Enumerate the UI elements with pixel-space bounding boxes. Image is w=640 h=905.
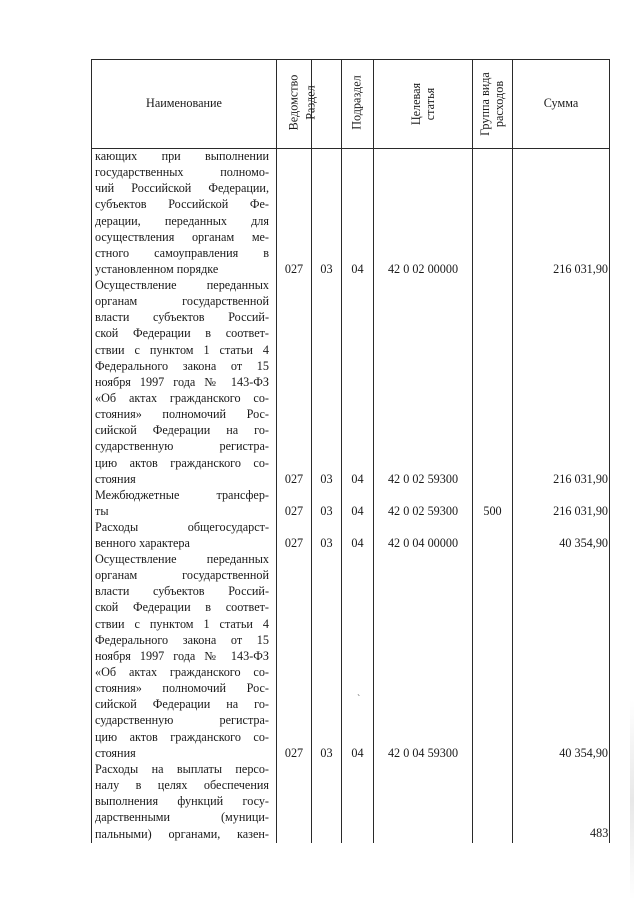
row-4-line-12: стояния (95, 745, 136, 760)
row-4-ministry: 027 (284, 746, 304, 760)
row-1-line-9: сийской Федерации на го- (95, 423, 269, 438)
row-1-line-4: ствии с пунктом 1 статьи 4 (95, 342, 269, 357)
row-3-line-1: венного характера (95, 536, 190, 551)
row-2-name (95, 487, 269, 519)
row-2-line-1: ты (95, 504, 109, 519)
header-target-article-line1: Целевая (409, 82, 423, 126)
row-0-ministry: 027 (284, 262, 304, 276)
row-5-line-2: выполнения функций госу- (95, 794, 269, 809)
row-0-line-4: дерации, переданных для (95, 213, 269, 228)
row-0-target: 42 0 02 00000 (387, 262, 459, 276)
row-0-line-0: кающих при выполнении (95, 149, 269, 163)
header-expense-group-line2: расходов (492, 80, 506, 128)
row-4-line-10: сударственную регистра- (95, 713, 269, 728)
row-1-sum: 216 031,90 (553, 472, 608, 486)
row-1-section: 03 (320, 472, 333, 486)
row-4-line-4: ствии с пунктом 1 статьи 4 (95, 616, 269, 631)
row-0-line-5: осуществления органам ме- (95, 229, 269, 244)
row-4-line-7: «Об актах гражданского со- (95, 664, 269, 679)
row-5-line-4: пальными) органами, казен- (95, 826, 269, 841)
header-subsection: Подраздел (349, 75, 364, 130)
row-1-ministry: 027 (284, 472, 304, 486)
row-5-name (95, 761, 269, 842)
row-0-line-7: установленном порядке (95, 261, 219, 276)
stray-tick-mark: ` (357, 694, 361, 705)
row-4-line-3: ской Федерации в соответ- (95, 600, 269, 615)
row-1-line-11: цию актов гражданского со- (95, 455, 269, 470)
row-4-line-1: органам государственной (95, 568, 269, 583)
row-1-name (95, 277, 269, 487)
row-4-line-0: Осуществление переданных (95, 552, 269, 566)
row-3-sum: 40 354,90 (559, 536, 608, 550)
row-2-line-0: Межбюджетные трансфер- (95, 488, 269, 502)
row-0-line-6: стного самоуправления в (95, 245, 269, 260)
row-4-line-6: ноября 1997 года № 143-ФЗ (95, 648, 269, 663)
row-0-line-3: субъектов Российской Фе- (95, 197, 269, 212)
row-4-subsection: 04 (351, 746, 364, 760)
row-1-line-2: власти субъектов Россий- (95, 310, 269, 325)
row-2-ministry: 027 (284, 504, 304, 518)
row-4-target: 42 0 04 59300 (387, 746, 459, 760)
row-4-line-2: власти субъектов Россий- (95, 584, 269, 599)
row-0-name (95, 148, 269, 277)
scan-edge-shadow (630, 700, 634, 900)
row-1-line-6: ноября 1997 года № 143-ФЗ (95, 374, 269, 389)
row-4-name (95, 551, 269, 761)
row-5-line-1: налу в целях обеспечения (95, 778, 269, 793)
row-5-line-0: Расходы на выплаты персо- (95, 762, 269, 776)
row-4-section: 03 (320, 746, 333, 760)
page-number: 483 (590, 826, 609, 840)
row-2-target: 42 0 02 59300 (387, 504, 459, 518)
header-name: Наименование (146, 96, 222, 110)
row-3-line-0: Расходы общегосударст- (95, 520, 269, 534)
row-2-subsection: 04 (351, 504, 364, 518)
row-1-line-10: сударственную регистра- (95, 439, 269, 454)
row-1-line-0: Осуществление переданных (95, 278, 269, 292)
row-4-line-8: стояния» полномочий Рос- (95, 681, 269, 696)
header-target-article-line2: статья (423, 87, 437, 121)
row-1-line-3: ской Федерации в соответ- (95, 326, 269, 341)
row-0-section: 03 (320, 262, 333, 276)
row-1-line-7: «Об актах гражданского со- (95, 390, 269, 405)
row-3-section: 03 (320, 536, 333, 550)
row-3-ministry: 027 (284, 536, 304, 550)
row-0-line-1: государственных полномо- (95, 165, 269, 180)
header-sum: Сумма (543, 96, 579, 110)
row-1-target: 42 0 02 59300 (387, 472, 459, 486)
header-expense-group (478, 54, 506, 154)
row-3-target: 42 0 04 00000 (387, 536, 459, 550)
row-0-subsection: 04 (351, 262, 364, 276)
row-1-subsection: 04 (351, 472, 364, 486)
row-4-line-5: Федерального закона от 15 (95, 632, 269, 647)
row-0-sum: 216 031,90 (553, 262, 608, 276)
row-5-line-3: дарственными (муници- (95, 810, 269, 825)
row-1-line-12: стояния (95, 471, 136, 486)
row-4-line-9: сийской Федерации на го- (95, 697, 269, 712)
row-2-sum: 216 031,90 (553, 504, 608, 518)
row-0-line-2: чий Российской Федерации, (95, 181, 269, 196)
row-3-subsection: 04 (351, 536, 364, 550)
row-1-line-1: органам государственной (95, 294, 269, 309)
row-1-line-5: Федерального закона от 15 (95, 358, 269, 373)
row-4-sum: 40 354,90 (559, 746, 608, 760)
row-2-section: 03 (320, 504, 333, 518)
header-section: Раздел (303, 85, 318, 120)
header-expense-group-line1: Группа вида (478, 72, 492, 136)
header-ministry: Ведомство (286, 74, 301, 131)
row-1-line-8: стояния» полномочий Рос- (95, 407, 269, 422)
row-3-name (95, 519, 269, 551)
row-2-group: 500 (483, 504, 502, 518)
header-target-article (409, 54, 437, 154)
row-4-line-11: цию актов гражданского со- (95, 729, 269, 744)
